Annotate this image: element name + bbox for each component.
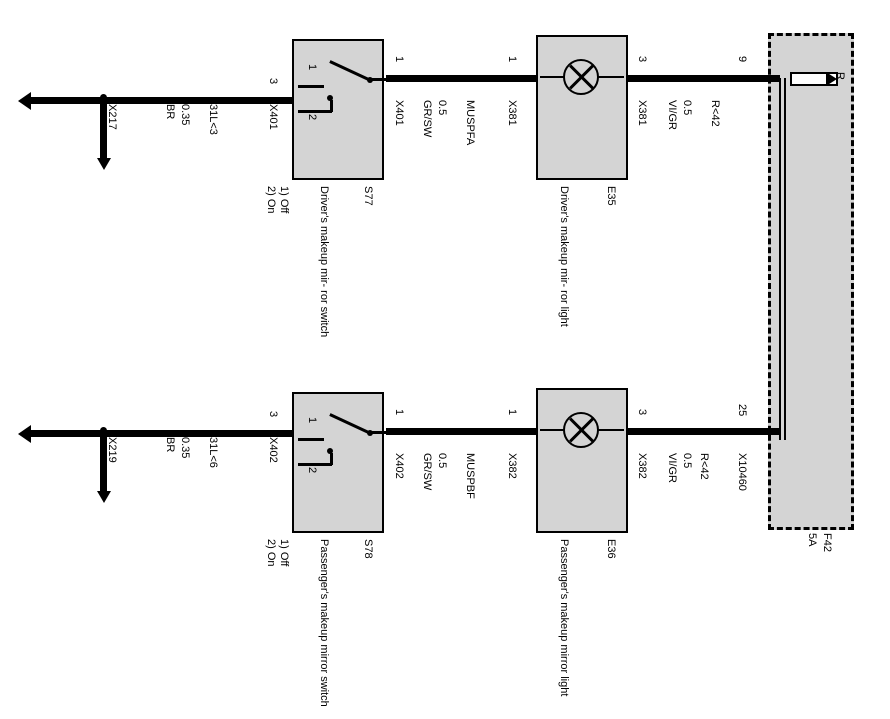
passenger-switch-pin-right: 1 bbox=[393, 409, 405, 416]
passenger-switch-pivot-dot bbox=[327, 448, 333, 454]
fuse-output-label: R bbox=[834, 72, 846, 80]
driver-lamp-right-lead bbox=[598, 76, 624, 78]
driver-switch-pin-inner-bottom: 2 bbox=[306, 114, 318, 121]
passenger-lamp-symbol bbox=[563, 412, 599, 448]
driver-switch-to-lamp-wire bbox=[386, 75, 536, 82]
driver-ground-label: X217 bbox=[106, 104, 118, 130]
driver-switch-position-on: 2) On bbox=[265, 186, 277, 214]
fuse-bus bbox=[779, 78, 781, 440]
driver-switch-pin-right: 1 bbox=[393, 56, 405, 63]
driver-wire-color: GR/SW bbox=[421, 100, 433, 138]
driver-switch-pin1-stub bbox=[298, 85, 324, 88]
driver-switch-pin-left: 3 bbox=[267, 78, 279, 85]
passenger-ground-arrow-down bbox=[97, 491, 111, 503]
passenger-lamp-connector-right: X382 bbox=[636, 453, 648, 479]
driver-lamp-connector-right: X381 bbox=[636, 100, 648, 126]
driver-makeup-mirror-light[interactable] bbox=[536, 35, 628, 180]
passenger-ground-wire-size: 0.35 bbox=[179, 437, 191, 459]
fuse-designation: F42 bbox=[821, 533, 833, 552]
passenger-lamp-name: Passenger's makeup mirror light bbox=[558, 539, 570, 697]
driver-switch-pivot-dot bbox=[327, 95, 333, 101]
passenger-lamp-pin-right: 3 bbox=[636, 409, 648, 416]
driver-lamp-connector-left: X381 bbox=[506, 100, 518, 126]
passenger-ground-circuit: 31L<6 bbox=[207, 437, 219, 468]
driver-supply-wire-color: VI/GR bbox=[666, 100, 678, 130]
passenger-lamp-left-lead bbox=[540, 429, 564, 431]
driver-switch-out-stub bbox=[368, 78, 386, 81]
passenger-switch-designation: S78 bbox=[362, 539, 374, 559]
passenger-switch-connector-right: X402 bbox=[393, 453, 405, 479]
driver-supply-wire-size: 0.5 bbox=[681, 100, 693, 116]
passenger-fuse-connector: X10460 bbox=[736, 453, 748, 491]
passenger-ground-wire-color: BR bbox=[164, 437, 176, 453]
driver-lamp-name: Driver's makeup mir- ror light bbox=[558, 186, 570, 327]
passenger-lamp-connector-left: X382 bbox=[506, 453, 518, 479]
driver-fuse-pin: 9 bbox=[736, 56, 748, 63]
passenger-ground-label: X219 bbox=[106, 437, 118, 463]
driver-switch-connector-right: X401 bbox=[393, 100, 405, 126]
passenger-lamp-to-fuse-wire bbox=[628, 428, 780, 435]
passenger-wire-name: MUSPBF bbox=[464, 453, 476, 499]
driver-lamp-pin-left: 1 bbox=[506, 56, 518, 63]
passenger-switch-position-on: 2) On bbox=[265, 539, 277, 567]
passenger-wire-color: GR/SW bbox=[421, 453, 433, 491]
passenger-lamp-designation: E36 bbox=[605, 539, 617, 559]
passenger-switch-pin2-riser bbox=[330, 453, 333, 465]
driver-ground-wire-color: BR bbox=[164, 104, 176, 120]
driver-lamp-symbol bbox=[563, 59, 599, 95]
driver-wire-size: 0.5 bbox=[436, 100, 448, 116]
passenger-ground-wire bbox=[30, 430, 295, 437]
fuse-rating: 5A bbox=[806, 533, 818, 547]
passenger-switch-name: Passenger's makeup mirror switch bbox=[318, 539, 330, 707]
passenger-switch-out-stub bbox=[368, 431, 386, 434]
passenger-wire-size: 0.5 bbox=[436, 453, 448, 469]
passenger-makeup-mirror-light[interactable] bbox=[536, 388, 628, 533]
driver-lamp-to-fuse-wire bbox=[628, 75, 780, 82]
passenger-switch-pin1-stub bbox=[298, 438, 324, 441]
passenger-switch-to-lamp-wire bbox=[386, 428, 536, 435]
driver-switch-pin-inner-top: 1 bbox=[306, 64, 318, 71]
passenger-supply-wire-color: VI/GR bbox=[666, 453, 678, 483]
driver-ground-wire bbox=[30, 97, 295, 104]
passenger-switch-pin-inner-bottom: 2 bbox=[306, 467, 318, 474]
driver-switch-position-off: 1) Off bbox=[278, 186, 290, 214]
passenger-supply-wire-name: R<42 bbox=[698, 453, 710, 480]
passenger-switch-pin-left: 3 bbox=[267, 411, 279, 418]
driver-lamp-pin-right: 3 bbox=[636, 56, 648, 63]
fuse-bus-2 bbox=[784, 78, 786, 440]
driver-ground-circuit: 31L<3 bbox=[207, 104, 219, 135]
passenger-lamp-right-lead bbox=[598, 429, 624, 431]
driver-switch-designation: S77 bbox=[362, 186, 374, 206]
passenger-lamp-pin-left: 1 bbox=[506, 409, 518, 416]
passenger-switch-pin-inner-top: 1 bbox=[306, 417, 318, 424]
passenger-fuse-pin: 25 bbox=[736, 404, 748, 417]
driver-switch-name: Driver's makeup mir- ror switch bbox=[318, 186, 330, 338]
driver-ground-wire-size: 0.35 bbox=[179, 104, 191, 126]
driver-switch-pin2-stub bbox=[298, 110, 332, 113]
driver-wire-name: MUSPFA bbox=[464, 100, 476, 146]
driver-lamp-designation: E35 bbox=[605, 186, 617, 206]
driver-switch-positions bbox=[264, 186, 290, 214]
passenger-switch-positions bbox=[264, 539, 290, 567]
driver-lamp-left-lead bbox=[540, 76, 564, 78]
passenger-switch-position-off: 1) Off bbox=[278, 539, 290, 567]
passenger-switch-connector-left: X402 bbox=[267, 437, 279, 463]
driver-ground-arrow-down bbox=[97, 158, 111, 170]
passenger-supply-wire-size: 0.5 bbox=[681, 453, 693, 469]
passenger-switch-pin2-stub bbox=[298, 463, 332, 466]
driver-supply-wire-name: R<42 bbox=[709, 100, 721, 127]
driver-switch-connector-left: X401 bbox=[267, 104, 279, 130]
driver-switch-pin2-riser bbox=[330, 100, 333, 112]
